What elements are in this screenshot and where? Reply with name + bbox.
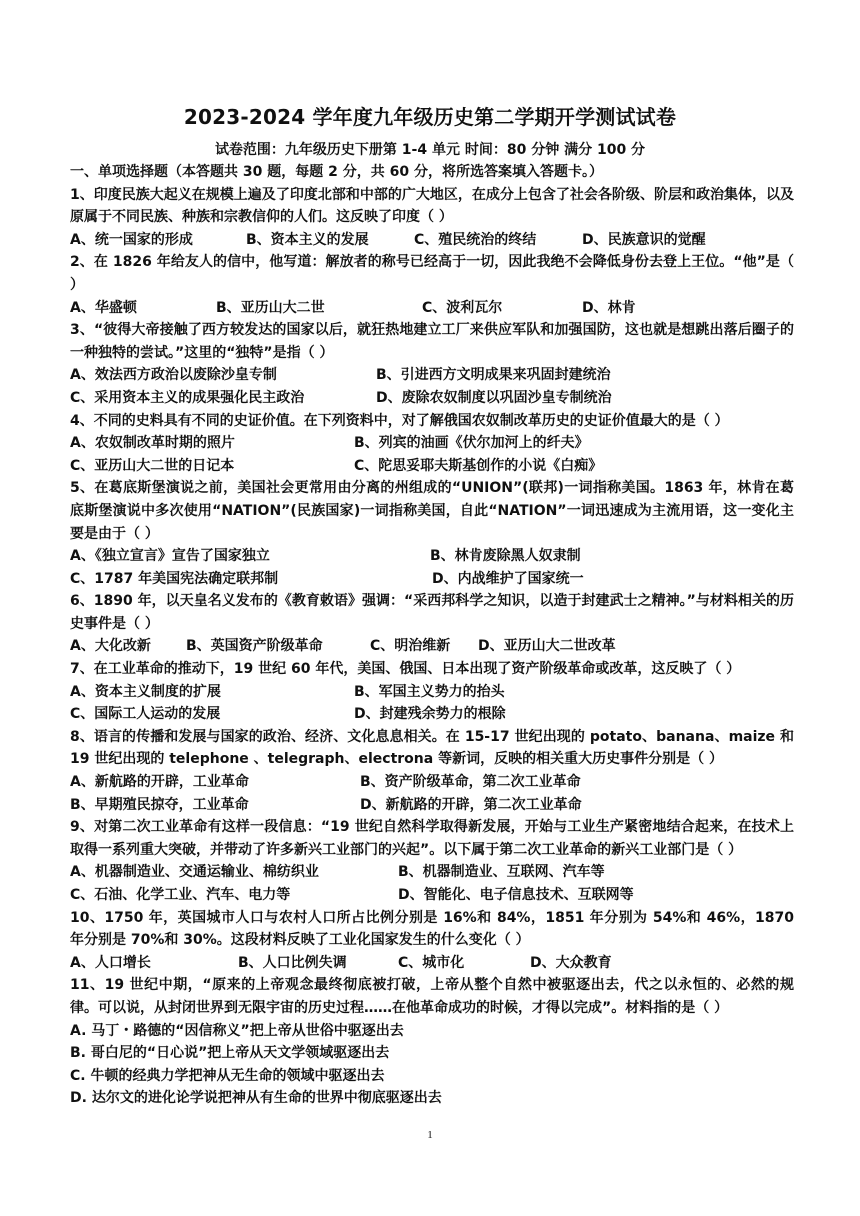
option-d: D、废除农奴制度以巩固沙皇专制统治 xyxy=(376,389,612,406)
question-8-options-row-1 xyxy=(70,771,794,794)
option-b: B、亚历山大二世 xyxy=(216,299,325,316)
question-11-stem: 11、19 世纪中期，“原来的上帝观念最终彻底被打破，上帝从整个自然中被驱逐出去，代之以永恒的、必然的规律。可以说，从封闭世界到无限宇宙的历史过程……在他革命成功的时候，才得以完成”。材料指的是（ ） xyxy=(70,977,794,1016)
option-d: D、林肯 xyxy=(582,299,636,316)
question-6-options xyxy=(70,635,794,658)
question-5-options-row-1 xyxy=(70,545,794,568)
option-c: C、城市化 xyxy=(398,954,465,971)
question-3-stem: 3、“彼得大帝接触了西方较发达的国家以后，就狂热地建立工厂来供应军队和加强国防，这也就是想跳出落后圈子的一种独特的尝试。”这里的“独特”是指（ ） xyxy=(70,322,794,361)
option-b: B、资本主义的发展 xyxy=(246,231,369,248)
option-a: A、统一国家的形成 xyxy=(70,231,193,248)
exam-info: 试卷范围：九年级历史下册第 1-4 单元 时间：80 分钟 满分 100 分 xyxy=(214,142,646,158)
question-2-options xyxy=(70,297,794,320)
question-2-stem: 2、在 1826 年给友人的信中，他写道：解放者的称号已经高于一切，因此我绝不会降低身份去登上王位。“他”是（ ） xyxy=(70,254,794,293)
question-4-options-row-1 xyxy=(70,432,794,455)
option-d: D、新航路的开辟，第二次工业革命 xyxy=(360,796,582,813)
option-a: A、农奴制改革时期的照片 xyxy=(70,435,235,452)
option-b: B、人口比例失调 xyxy=(238,954,347,971)
option-b: B. 哥白尼的“日心说”把上帝从天文学领域驱逐出去 xyxy=(70,1045,390,1062)
option-c: C、1787 年美国宪法确定联邦制 xyxy=(70,570,279,587)
question-7-options-row-1 xyxy=(70,681,794,704)
question-5-stem: 5、在葛底斯堡演说之前，美国社会更常用由分离的州组成的“UNION”(联邦)一词指称美国。1863 年，林肯在葛底斯堡演说中多次使用“NATION”(民族国家)一词指称美国，自此“NATION”一词迅速成为主流用语，这一变化主要是由于（ ） xyxy=(70,480,794,542)
question-5-options-row-2 xyxy=(70,568,794,591)
question-6-stem: 6、1890 年，以天皇名义发布的《教育敕语》强调：“采西邦科学之知识，以造于封建武士之精神。”与材料相关的历史事件是（ ） xyxy=(70,593,794,632)
option-c: C、殖民统治的终结 xyxy=(414,231,537,248)
option-d: D. 达尔文的进化论学说把神从有生命的世界中彻底驱逐出去 xyxy=(70,1090,442,1107)
option-a: A、新航路的开辟，工业革命 xyxy=(70,774,249,791)
option-c: C、国际工人运动的发展 xyxy=(70,706,221,723)
option-a: A、效法西方政治以废除沙皇专制 xyxy=(70,367,277,384)
question-9-options-row-2 xyxy=(70,884,794,907)
page-number: 1 xyxy=(427,1129,433,1141)
option-b: B、资产阶级革命，第二次工业革命 xyxy=(360,774,581,791)
option-c: C、明治维新 xyxy=(370,638,451,655)
option-d: D、封建残余势力的根除 xyxy=(354,706,506,723)
option-b: B、引进西方文明成果来巩固封建统治 xyxy=(376,367,611,384)
option-a: A、资本主义制度的扩展 xyxy=(70,683,221,700)
question-9-options-row-1 xyxy=(70,861,794,884)
option-b: B、英国资产阶级革命 xyxy=(186,638,323,655)
option-d: D、亚历山大二世改革 xyxy=(478,638,616,655)
option-d: D、智能化、电子信息技术、互联网等 xyxy=(398,887,634,903)
option-d: D、大众教育 xyxy=(530,954,612,971)
question-1-options xyxy=(70,229,794,252)
option-b: B、林肯废除黑人奴隶制 xyxy=(430,548,581,565)
option-d: D、民族意识的觉醒 xyxy=(582,231,706,248)
option-c: C、石油、化学工业、汽车、电力等 xyxy=(70,887,291,903)
question-7-options-row-2 xyxy=(70,703,794,726)
question-7-stem: 7、在工业革命的推动下，19 世纪 60 年代，美国、俄国、日本出现了资产阶级革命或改革，这反映了（ ） xyxy=(70,661,741,678)
question-1-stem: 1、印度民族大起义在规模上遍及了印度北部和中部的广大地区，在成分上包含了社会各阶级、阶层和政治集体，以及原属于不同民族、种族和宗教信仰的人们。这反映了印度（ ） xyxy=(70,186,794,226)
option-c-2: C、陀思妥耶夫斯基创作的小说《白痴》 xyxy=(354,457,603,474)
option-a: A、大化改新 xyxy=(70,638,151,655)
question-4-options-row-2 xyxy=(70,455,794,478)
option-b: B、列宾的油画《伏尔加河上的纤夫》 xyxy=(354,435,589,452)
option-c: C、亚历山大二世的日记本 xyxy=(70,457,235,474)
option-c: C、波利瓦尔 xyxy=(422,299,503,316)
option-b-2: B、早期殖民掠夺，工业革命 xyxy=(70,796,249,813)
option-b: B、军国主义势力的抬头 xyxy=(354,683,505,700)
option-a: A、华盛顿 xyxy=(70,299,137,316)
option-a: A、人口增长 xyxy=(70,954,151,971)
question-list xyxy=(70,161,794,1110)
question-3-options-row-1 xyxy=(70,364,794,387)
question-8-stem: 8、语言的传播和发展与国家的政治、经济、文化息息相关。在 15-17 世纪出现的 potato、banana、maize 和 19 世纪出现的 telephone 、telegraph、electrona 等新词，反映的相关重大历史事件分别是（ ） xyxy=(70,728,794,768)
option-a: A、机器制造业、交通运输业、棉纺织业 xyxy=(70,864,319,881)
question-10-options xyxy=(70,952,794,975)
option-a: A、《独立宣言》宣告了国家独立 xyxy=(70,548,270,565)
question-3-options-row-2 xyxy=(70,387,794,410)
option-d: D、内战维护了国家统一 xyxy=(432,570,584,587)
option-c: C、采用资本主义的成果强化民主政治 xyxy=(70,389,305,406)
page-title: 2023-2024 学年度九年级历史第二学期开学测试试卷 xyxy=(183,105,677,129)
question-9-stem: 9、对第二次工业革命有这样一段信息：“19 世纪自然科学取得新发展，开始与工业生产紧密地结合起来，在技术上取得一系列重大突破，并带动了许多新兴工业部门的兴起”。以下属于第二次工业革命的新兴工业部门是（ ） xyxy=(70,819,794,858)
option-a: A. 马丁・路德的“因信称义”把上帝从世俗中驱逐出去 xyxy=(70,1022,404,1039)
section-heading: 一、单项选择题（本答题共 30 题，每题 2 分，共 60 分，将所选答案填入答题卡。） xyxy=(70,164,603,180)
option-c: C. 牛顿的经典力学把神从无生命的领域中驱逐出去 xyxy=(70,1067,385,1084)
question-10-stem: 10、1750 年，英国城市人口与农村人口所占比例分别是 16%和 84%，1851 年分别为 54%和 46%，1870 年分别是 70%和 30%。这段材料反映了工业化国家发生的什么变化（ ） xyxy=(70,909,794,949)
question-8-options-row-2 xyxy=(70,794,794,817)
question-4-stem: 4、不同的史料具有不同的史证价值。在下列资料中，对了解俄国农奴制改革历史的史证价值最大的是（ ） xyxy=(70,412,729,429)
option-b: B、机器制造业、互联网、汽车等 xyxy=(398,864,605,881)
